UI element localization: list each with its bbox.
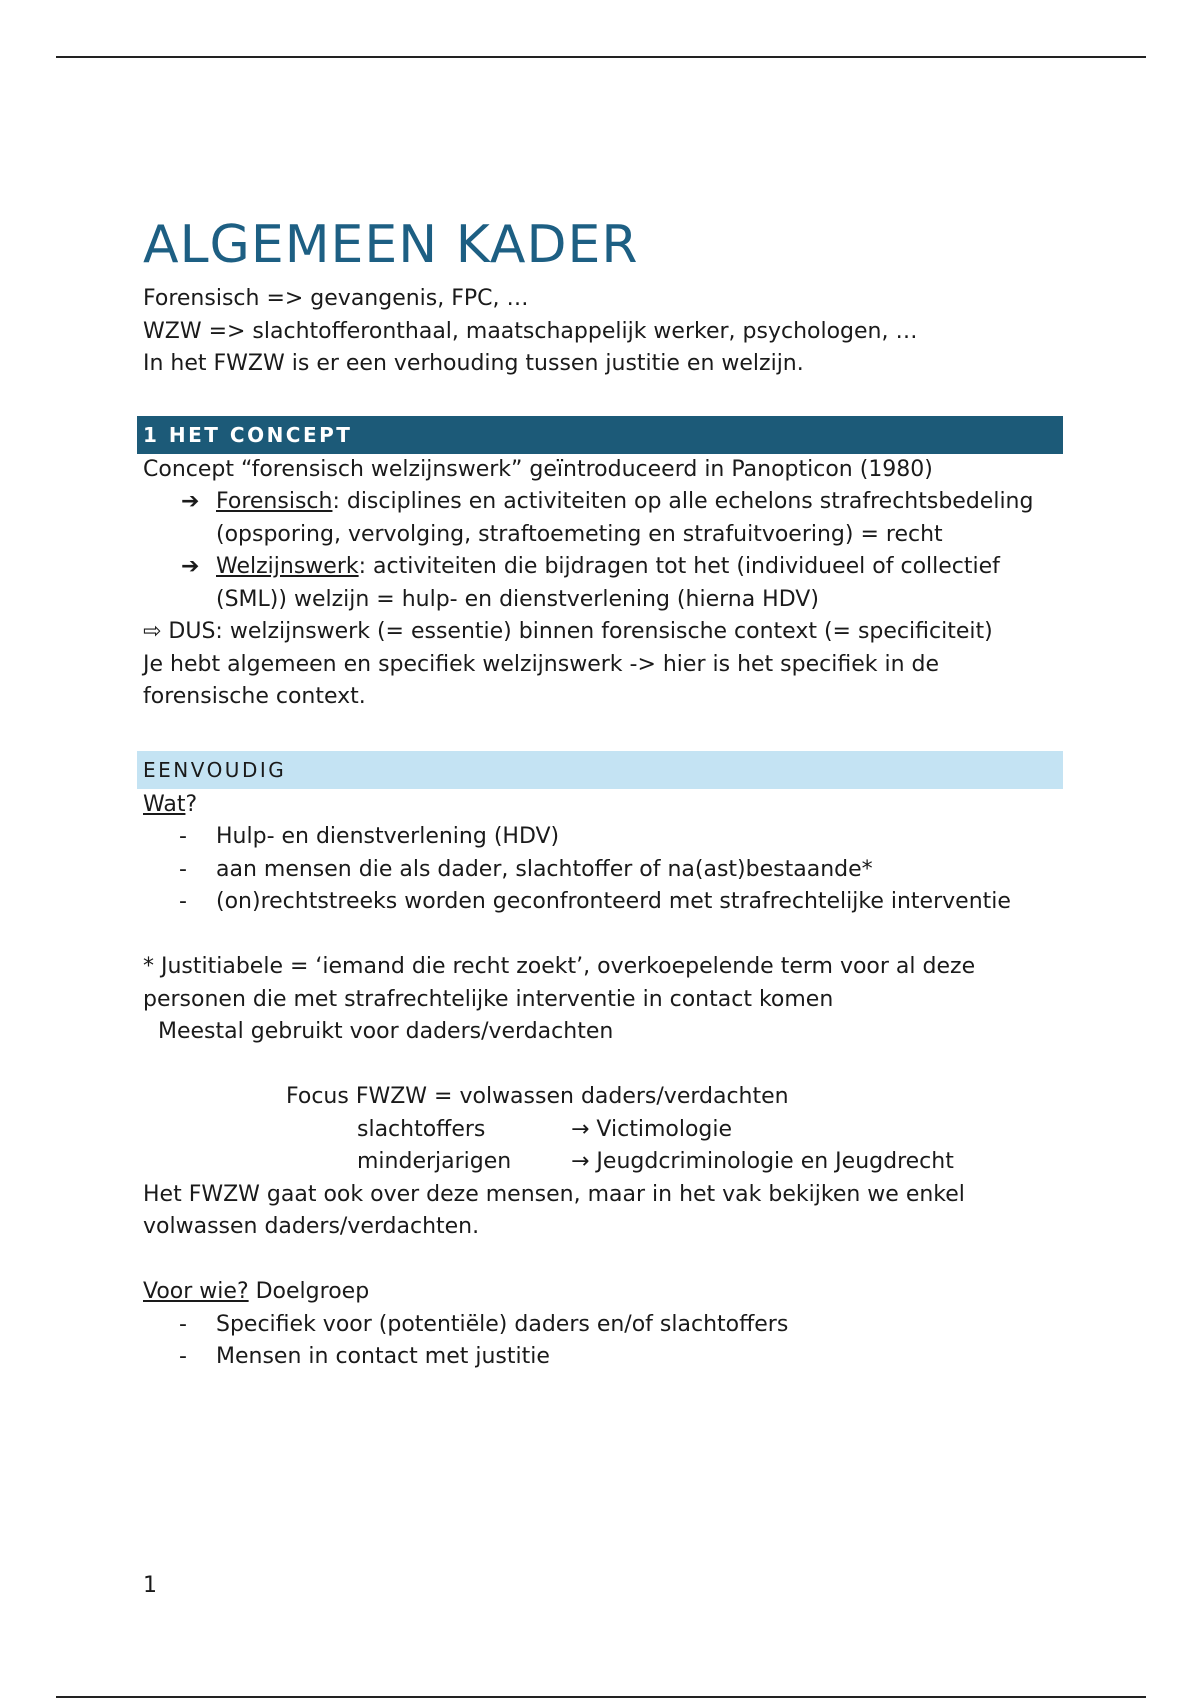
section-heading-eenvoudig: EENVOUDIG	[137, 751, 1063, 789]
focus-row-label: slachtoffers	[357, 1116, 486, 1142]
wat-suffix: ?	[185, 791, 198, 817]
term: Forensisch	[216, 489, 333, 514]
focus-row-target: → Victimologie	[571, 1116, 733, 1142]
intro-line: In het FWZW is er een verhouding tussen justitie en welzijn.	[143, 351, 804, 376]
intro-line: WZW => slachtofferonthaal, maatschappelijk werker, psychologen, …	[143, 318, 918, 344]
footnote: * Justitiabele = ‘iemand die recht zoekt’, overkoepelende term voor al deze personen die met strafrechtelijke interventie in contact komen	[143, 954, 976, 1012]
dash-bullet: -	[179, 1344, 187, 1369]
voorwie-list	[143, 1309, 1063, 1374]
spacer	[143, 1244, 1063, 1277]
intro-line: Forensisch => gevangenis, FPC, …	[143, 286, 529, 311]
list-item	[143, 1341, 1063, 1374]
list-item	[143, 821, 1063, 854]
focus-row-target: → Jeugdcriminologie en Jeugdrecht	[571, 1149, 954, 1174]
list-item	[143, 486, 1063, 551]
dash-bullet: -	[179, 824, 187, 849]
dash-bullet: -	[179, 1311, 187, 1337]
page-title: ALGEMEEN KADER	[143, 215, 639, 275]
voorwie-label: Voor wie?	[143, 1279, 249, 1304]
voorwie-suffix: Doelgroep	[248, 1279, 370, 1304]
wat-label-line	[143, 789, 1063, 822]
list-item	[143, 1309, 1063, 1342]
list-item-text: Hulp- en dienstverlening (HDV)	[216, 824, 560, 849]
footnote-extra: Meestal gebruikt voor daders/verdachten	[158, 1019, 614, 1044]
focus-block	[143, 1081, 1063, 1179]
dash-bullet: -	[179, 889, 187, 914]
page-number: 1	[143, 1573, 157, 1598]
dus-line: ⇨ DUS: welzijnswerk (= essentie) binnen forensische context (= specificiteit)	[143, 619, 993, 644]
page-content	[143, 210, 1063, 1374]
list-item	[143, 551, 1063, 616]
concept-lead: Concept “forensisch welzijnswerk” geïntroduceerd in Panopticon (1980)	[143, 456, 933, 482]
list-item-text: Specifiek voor (potentiële) daders en/of slachtoffers	[216, 1311, 789, 1337]
focus-note: Het FWZW gaat ook over deze mensen, maar in het vak bekijken we enkel volwassen daders/verdachten.	[143, 1181, 965, 1239]
spacer	[143, 919, 1063, 952]
list-item	[143, 886, 1063, 919]
concept-list	[143, 486, 1063, 616]
voorwie-line	[143, 1276, 1063, 1309]
section-heading-concept: 1 HET CONCEPT	[137, 416, 1063, 454]
focus-row-label: minderjarigen	[357, 1149, 512, 1174]
concept-note: Je hebt algemeen en specifiek welzijnswerk -> hier is het specifiek in de forensische context.	[143, 651, 940, 709]
top-rule	[56, 56, 1146, 58]
list-item-text: aan mensen die als dader, slachtoffer of na(ast)bestaande*	[216, 856, 873, 882]
arrow-icon: ➔	[181, 489, 200, 514]
list-item-text: Mensen in contact met justitie	[216, 1344, 550, 1369]
focus-line: Focus FWZW = volwassen daders/verdachten	[286, 1084, 789, 1109]
arrow-icon: ➔	[181, 554, 200, 579]
definition: : disciplines en activiteiten op alle echelons strafrechtsbedeling (opsporing, vervolging, straftoemeting en strafuitvoering) = recht	[216, 489, 1034, 547]
dash-bullet: -	[179, 856, 187, 882]
list-item	[143, 854, 1063, 887]
bottom-rule	[56, 1696, 1146, 1698]
definition: : activiteiten die bijdragen tot het (individueel of collectief (SML)) welzijn = hulp- en dienstverlening (hierna HDV)	[216, 554, 1000, 612]
wat-label: Wat	[143, 791, 186, 817]
term: Welzijnswerk	[216, 554, 359, 579]
wat-list	[143, 821, 1063, 919]
list-item-text: (on)rechtstreeks worden geconfronteerd met strafrechtelijke interventie	[216, 889, 1011, 914]
